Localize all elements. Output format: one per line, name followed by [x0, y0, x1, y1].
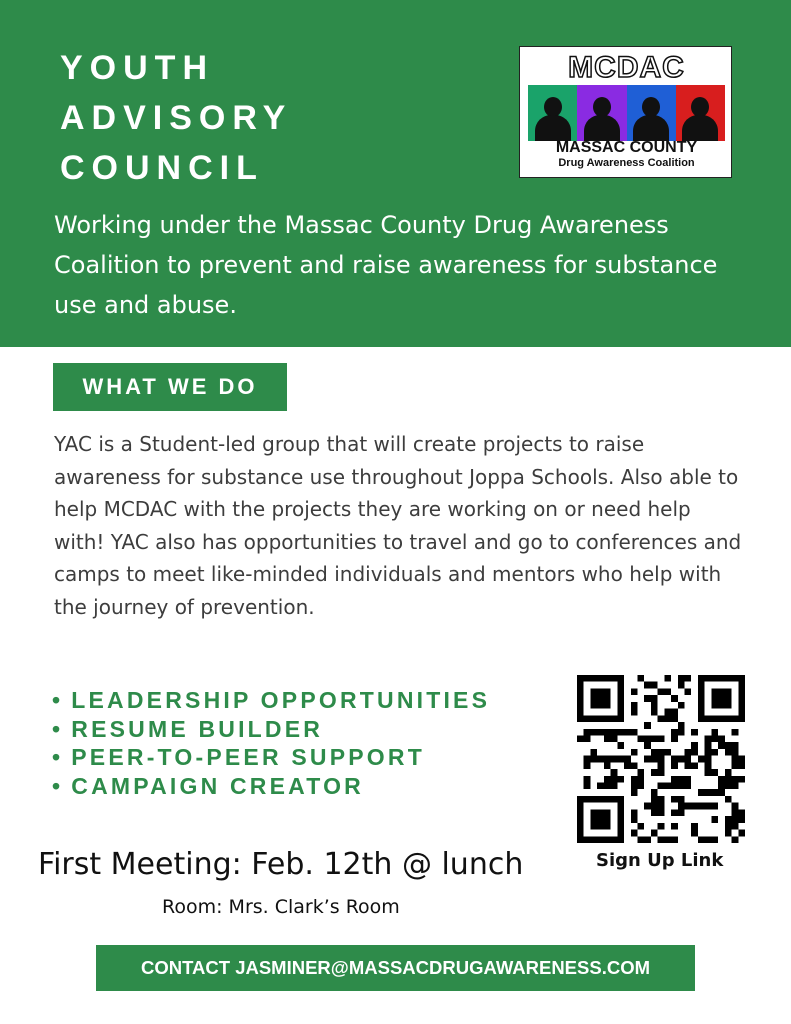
benefits-list	[52, 686, 490, 800]
signup-qr-code-icon[interactable]	[577, 675, 745, 843]
list-item: • PEER-TO-PEER SUPPORT	[52, 744, 425, 770]
meeting-title: First Meeting: Feb. 12th @ lunch	[38, 847, 524, 882]
silhouette-panel	[577, 85, 626, 141]
qr-caption: Sign Up Link	[596, 850, 724, 871]
title-line-1: YOUTH	[60, 49, 214, 87]
title-line-2: ADVISORY	[60, 99, 293, 137]
bullet-icon: •	[52, 772, 64, 799]
what-we-do-description: YAC is a Student-led group that will create projects to raise awareness for substance use throughout Joppa Schools. Also able to help MCDAC with the projects they are working on or need help with! YAC also has opportunities to travel and go to conferences and camps to meet like-minded individuals and mentors who help with the journey of prevention.	[54, 432, 742, 619]
title-line-3: COUNCIL	[60, 149, 264, 187]
contact-banner[interactable]: CONTACT JASMINER@MASSACDRUGAWARENESS.COM	[96, 945, 695, 991]
silhouette-panel	[528, 85, 577, 141]
header-banner	[0, 0, 791, 347]
logo-silhouettes	[528, 85, 725, 141]
list-item: • RESUME BUILDER	[52, 715, 324, 742]
list-item: • LEADERSHIP OPPORTUNITIES	[52, 687, 491, 713]
silhouette-panel	[627, 85, 676, 141]
silhouette-panel	[676, 85, 725, 141]
list-item: • CAMPAIGN CREATOR	[52, 772, 364, 799]
header-subtitle: Working under the Massac County Drug Awareness Coalition to prevent and raise awareness for substance use and abuse.	[54, 211, 718, 319]
logo-acronym: MCDAC	[568, 51, 685, 84]
what-we-do-label: WHAT WE DO	[53, 363, 287, 411]
logo-name: MASSAC COUNTY	[555, 139, 698, 156]
meeting-room: Room: Mrs. Clark’s Room	[162, 896, 400, 918]
bullet-icon: •	[52, 687, 64, 713]
bullet-icon: •	[52, 715, 64, 742]
logo-subname: Drug Awareness Coalition	[558, 157, 695, 169]
mcdac-logo	[519, 46, 732, 178]
bullet-icon: •	[52, 744, 64, 770]
